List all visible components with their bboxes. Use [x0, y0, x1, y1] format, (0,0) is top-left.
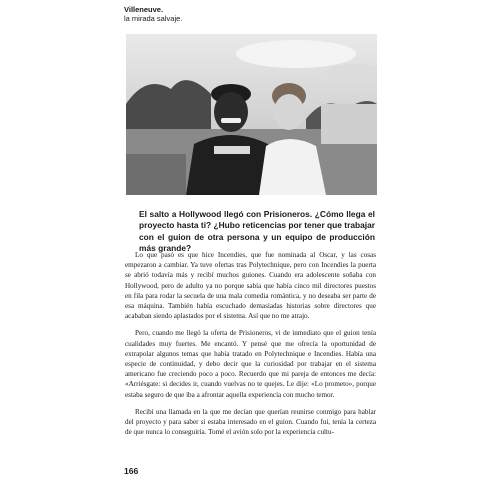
running-header: [124, 5, 182, 23]
photo-tshirt: [259, 139, 326, 195]
paragraph: Pero, cuando me llegó la oferta de Prisioneros, vi de inmediato que el guion tenía cualidades muy fuertes. Me encantó. Y pensé que me ofrecía la oportunidad de extrapolar algunos temas que había tratado en Polytechnique e Incendies. Había una especie de continuidad, y debo decir que la curiosidad por trabajar en el sistema americano fue creciendo poco a poco. Recuerdo que mi pareja de entonces me decía: «Arriésgate: si decides ir, cuando vuelvas no te quejes. Le dije: «Lo prometo», porque estaba seguro de que iba a afrontar aquella experiencia con mucho temor.: [125, 329, 376, 399]
photo-sweater-print: [214, 146, 250, 154]
photo-face-left: [214, 92, 248, 132]
paragraph: Recibí una llamada en la que me decían que querían reunirse conmigo para hablar del proyecto y para saber si estaba interesado en el guion. Cuando fui, tenía la certeza de que nunca lo conseguiría. Tomé el avión solo por la experiencia cultu-: [125, 407, 376, 437]
paragraph: Lo que pasó es que hice Incendies, que fue nominada al Oscar, y las cosas empezaron a cambiar. Ya tuve ofertas tras Polytechnique, pero con Incendies la puerta se abrió todavía más y recibí muchos guiones. Cuando era adolescente soñaba con Hollywood, pero de adulto ya no porque sabía que había cinco mil directores puestos en fila para rodar la secuela de una mala comedia romántica, y no deseaba ser parte de esa máquina. También había escuchado demasiadas historias sobre directores que acababan siendo aplastados por el sistema. Así que no me atrajo.: [125, 251, 376, 321]
header-subtitle: la mirada salvaje.: [124, 14, 183, 23]
interview-question: El salto a Hollywood llegó con Prisioneros. ¿Cómo llega el proyecto hasta ti? ¿Hubo reticencias por tener que trabajar con el guion de otra persona y un equipo de producción más grande?: [139, 209, 375, 253]
photo-smile: [221, 118, 241, 123]
photo-image: [126, 34, 377, 195]
header-brand: Villeneuve.: [124, 5, 164, 14]
page-number: 166: [124, 466, 139, 476]
photograph: [126, 34, 377, 195]
body-text: [125, 250, 376, 444]
photo-face-right: [274, 94, 304, 130]
photo-cloud: [236, 40, 356, 68]
photo-building: [321, 104, 377, 144]
photo-car: [126, 154, 186, 195]
